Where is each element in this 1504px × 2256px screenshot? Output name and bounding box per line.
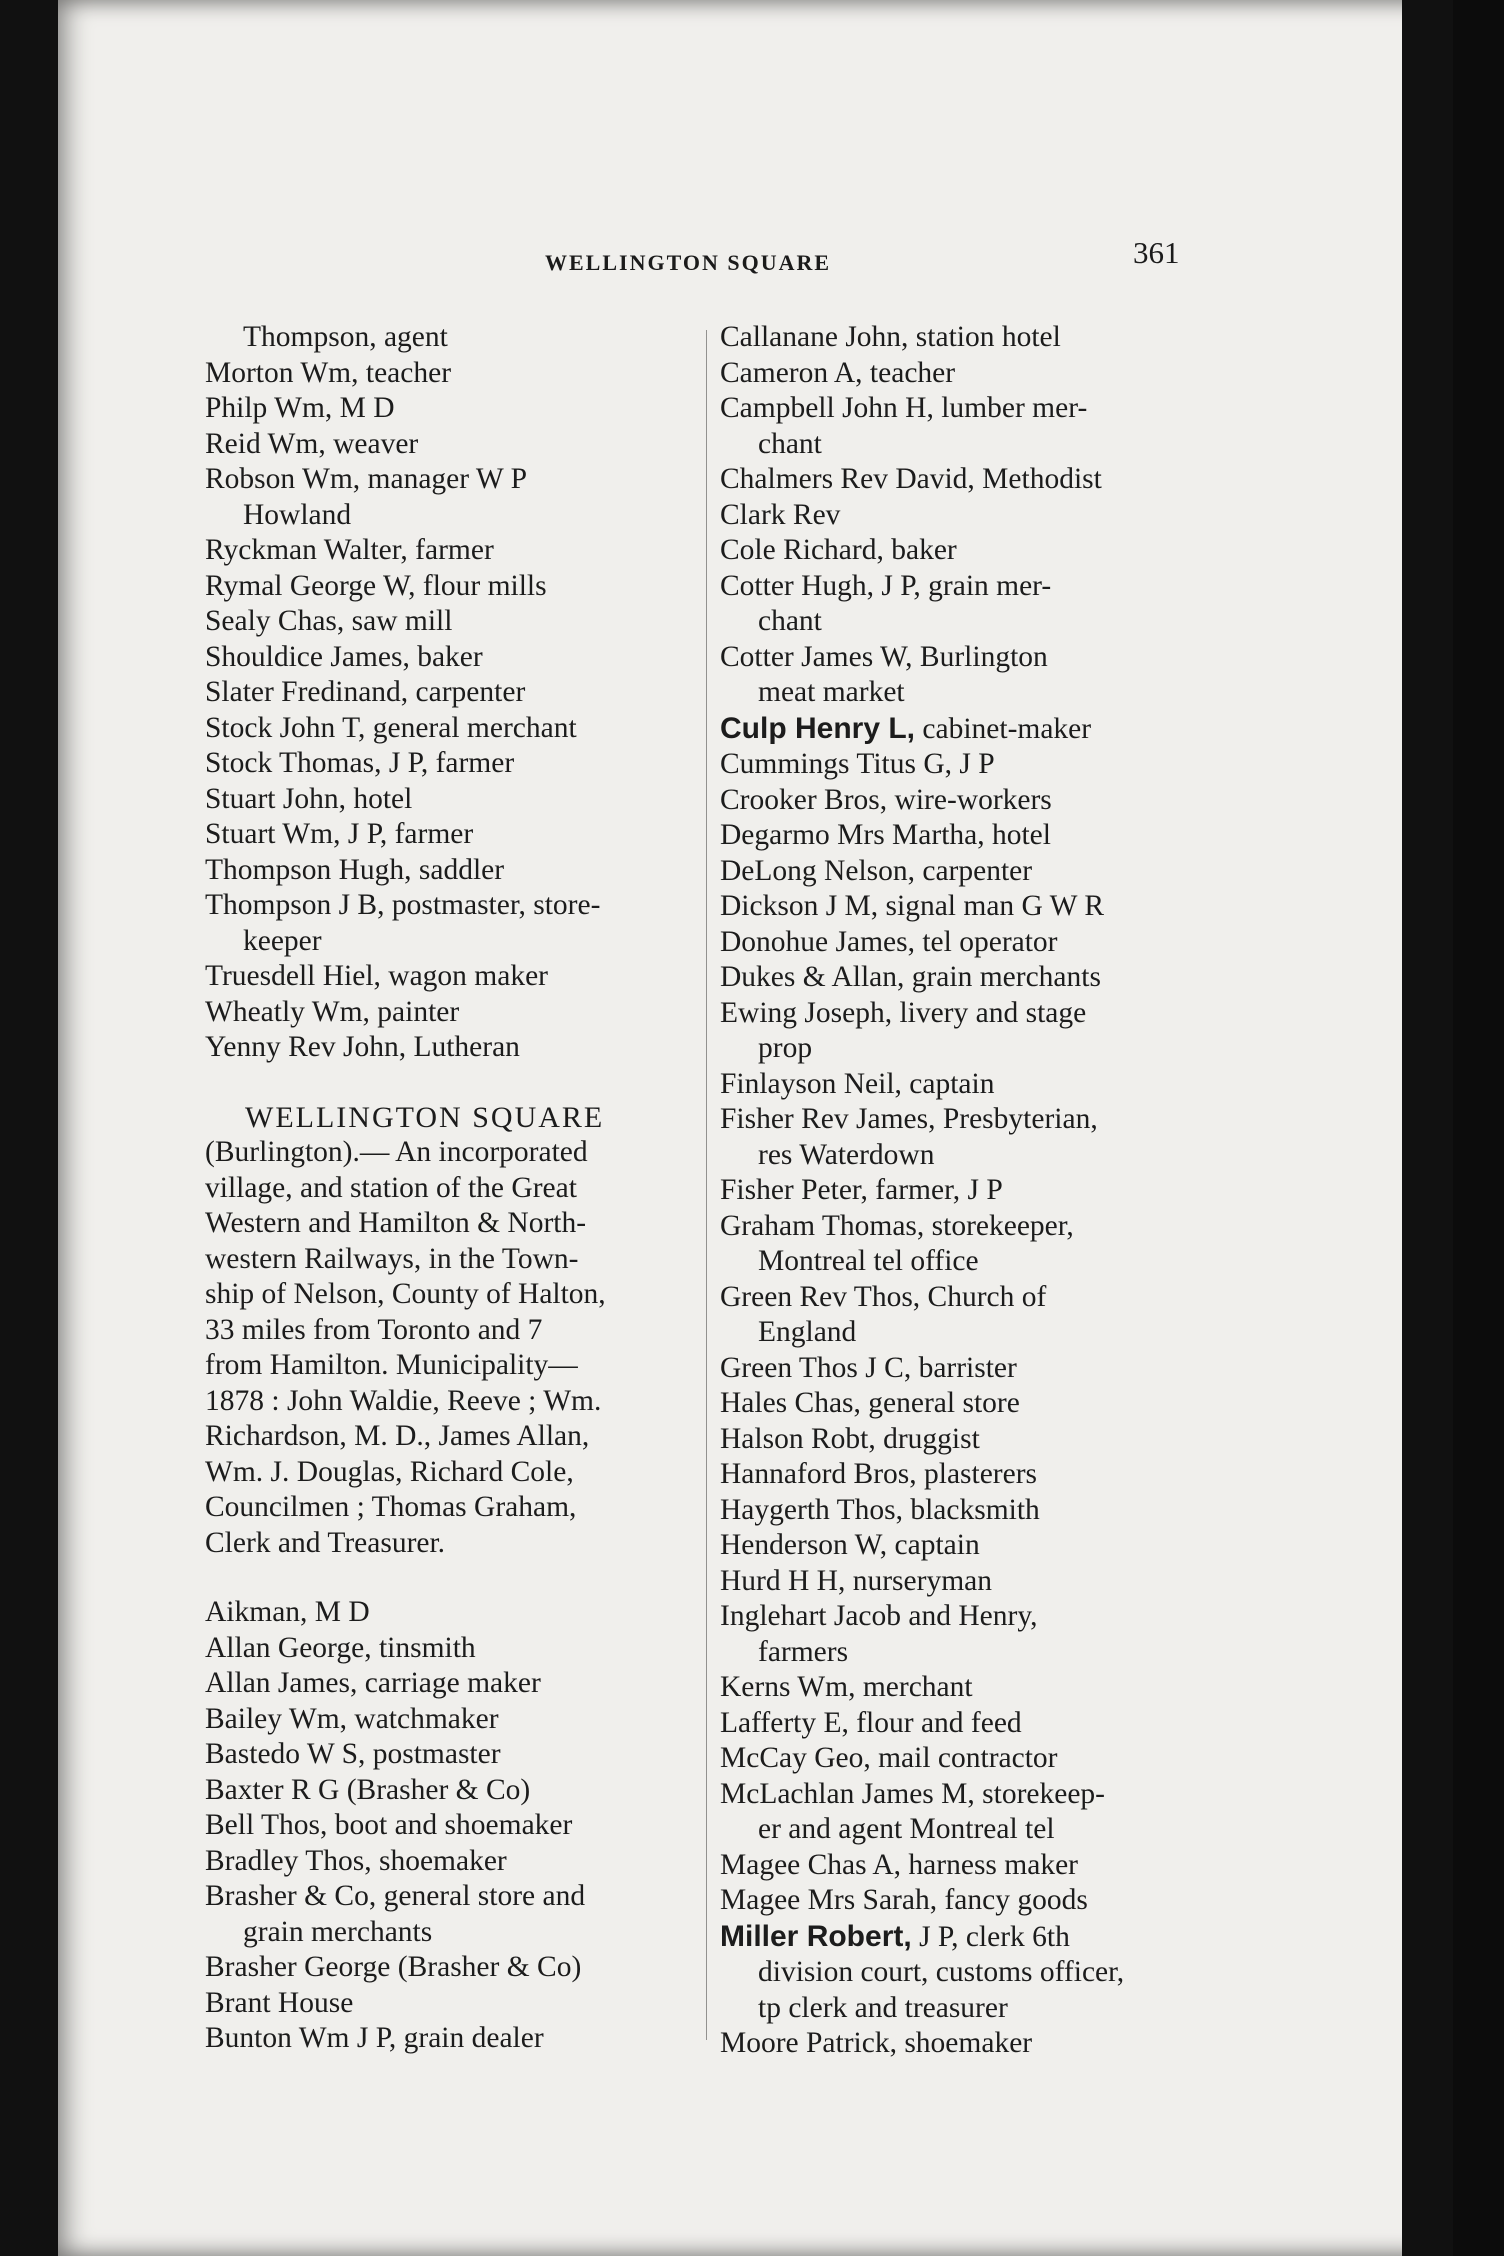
directory-list-top xyxy=(205,320,705,1066)
description-line: Western and Hamilton & North- xyxy=(205,1207,587,1239)
section-gap xyxy=(205,1066,705,1100)
directory-list-bottom xyxy=(205,1595,705,2057)
directory-entry-continuation: res Waterdown xyxy=(758,1138,935,1171)
directory-entry: Donohue James, tel operator xyxy=(720,925,1058,958)
directory-entry: Inglehart Jacob and Henry, xyxy=(720,1600,1038,1632)
directory-entry: Magee Chas A, harness maker xyxy=(720,1848,1078,1881)
directory-entry: Cotter Hugh, J P, grain mer- xyxy=(720,569,1052,602)
description-line: (Burlington).— An incorporated xyxy=(205,1136,588,1168)
directory-entry-continuation: chant xyxy=(758,427,822,460)
directory-entry: Hales Chas, general store xyxy=(720,1387,1020,1419)
directory-entry: Sealy Chas, saw mill xyxy=(205,605,453,637)
directory-entry: Halson Robt, druggist xyxy=(720,1422,980,1455)
directory-entry xyxy=(720,711,1240,748)
column-rule xyxy=(706,330,707,2040)
directory-entry: Bell Thos, boot and shoemaker xyxy=(205,1809,573,1841)
entry-name-bold: Culp Henry L, xyxy=(720,711,916,745)
directory-list-right xyxy=(720,320,1240,2062)
directory-entry: Campbell John H, lumber mer- xyxy=(720,392,1088,424)
directory-entry: Bradley Thos, shoemaker xyxy=(205,1844,507,1877)
directory-entry: Cameron A, teacher xyxy=(720,356,956,389)
directory-entry: DeLong Nelson, carpenter xyxy=(720,854,1033,887)
directory-entry: Cotter James W, Burlington xyxy=(720,640,1048,673)
directory-entry: Callanane John, station hotel xyxy=(720,321,1061,353)
directory-entry: Thompson, agent xyxy=(243,321,448,353)
directory-entry: Dickson J M, signal man G W R xyxy=(720,890,1105,922)
directory-entry: Chalmers Rev David, Methodist xyxy=(720,463,1102,495)
directory-entry: Brasher & Co, general store and xyxy=(205,1880,586,1912)
directory-entry: Baxter R G (Brasher & Co) xyxy=(205,1773,531,1806)
left-column xyxy=(205,320,705,2057)
description-line: Richardson, M. D., James Allan, xyxy=(205,1420,590,1452)
directory-entry: Rymal George W, flour mills xyxy=(205,569,547,602)
description-line: village, and station of the Great xyxy=(205,1171,577,1204)
directory-entry: Bastedo W S, postmaster xyxy=(205,1738,501,1770)
directory-entry: Stock Thomas, J P, farmer xyxy=(205,747,515,779)
description-line: 33 miles from Toronto and 7 xyxy=(205,1313,543,1346)
directory-entry: Shouldice James, baker xyxy=(205,640,483,673)
description-line: Clerk and Treasurer. xyxy=(205,1526,446,1559)
directory-entry: Fisher Peter, farmer, J P xyxy=(720,1174,1003,1206)
directory-entry: Ewing Joseph, livery and stage xyxy=(720,996,1087,1029)
directory-entry: Lafferty E, flour and feed xyxy=(720,1706,1022,1739)
description-line: Wm. J. Douglas, Richard Cole, xyxy=(205,1455,574,1488)
directory-entry: Kerns Wm, merchant xyxy=(720,1671,973,1703)
directory-entry: Haygerth Thos, blacksmith xyxy=(720,1493,1040,1526)
place-heading: WELLINGTON SQUARE xyxy=(245,1100,605,1134)
directory-entry: Reid Wm, weaver xyxy=(205,427,419,460)
directory-entry-continuation: division court, customs officer, xyxy=(758,1956,1125,1988)
directory-entry: Aikman, M D xyxy=(205,1596,370,1628)
entry-text: J P, clerk 6th xyxy=(911,1920,1070,1953)
description-line: western Railways, in the Town- xyxy=(205,1242,579,1275)
place-description xyxy=(205,1135,705,1561)
directory-entry: Yenny Rev John, Lutheran xyxy=(205,1031,520,1063)
directory-entry: Hurd H H, nurseryman xyxy=(720,1564,992,1597)
directory-entry xyxy=(720,1919,1240,1956)
directory-entry-continuation: chant xyxy=(758,605,822,637)
directory-entry-continuation: meat market xyxy=(758,676,905,708)
section-gap xyxy=(205,1561,705,1595)
directory-entry: Graham Thomas, storekeeper, xyxy=(720,1209,1074,1242)
directory-entry: Philp Wm, M D xyxy=(205,392,395,424)
directory-entry: Magee Mrs Sarah, fancy goods xyxy=(720,1884,1088,1916)
directory-entry-continuation: Howland xyxy=(243,498,352,531)
directory-entry: Ryckman Walter, farmer xyxy=(205,534,494,566)
directory-entry: Stuart Wm, J P, farmer xyxy=(205,818,474,850)
directory-entry: Stock John T, general merchant xyxy=(205,711,577,744)
entry-text: cabinet-maker xyxy=(915,712,1092,745)
directory-entry: Robson Wm, manager W P xyxy=(205,463,528,495)
directory-entry: Henderson W, captain xyxy=(720,1529,980,1561)
page-edge-shadow xyxy=(1402,0,1453,2256)
directory-entry-continuation: Montreal tel office xyxy=(758,1245,979,1277)
directory-entry: Bailey Wm, watchmaker xyxy=(205,1702,499,1735)
description-line: from Hamilton. Municipality— xyxy=(205,1349,578,1381)
directory-entry: Wheatly Wm, painter xyxy=(205,995,460,1028)
book-spine-shadow xyxy=(0,0,58,2256)
directory-entry: Brasher George (Brasher & Co) xyxy=(205,1951,582,1983)
entry-name-bold: Miller Robert, xyxy=(720,1919,912,1953)
directory-entry-continuation: tp clerk and treasurer xyxy=(758,1991,1008,2024)
directory-entry: Thompson J B, postmaster, store- xyxy=(205,889,601,921)
description-line: 1878 : John Waldie, Reeve ; Wm. xyxy=(205,1384,602,1417)
directory-entry: Green Thos J C, barrister xyxy=(720,1351,1017,1384)
right-column xyxy=(720,320,1240,2062)
directory-entry-continuation: England xyxy=(758,1316,857,1348)
description-line: ship of Nelson, County of Halton, xyxy=(205,1278,606,1310)
directory-entry: Morton Wm, teacher xyxy=(205,356,452,389)
directory-entry-continuation: grain merchants xyxy=(243,1915,433,1948)
description-line: Councilmen ; Thomas Graham, xyxy=(205,1491,577,1523)
directory-entry: Bunton Wm J P, grain dealer xyxy=(205,2022,544,2054)
running-title: WELLINGTON SQUARE xyxy=(545,250,832,275)
page-number: 361 xyxy=(1133,235,1180,270)
directory-entry: Stuart John, hotel xyxy=(205,782,413,815)
directory-entry: Degarmo Mrs Martha, hotel xyxy=(720,819,1051,851)
directory-entry: Slater Fredinand, carpenter xyxy=(205,676,526,708)
directory-entry-continuation: er and agent Montreal tel xyxy=(758,1813,1055,1845)
directory-entry: Finlayson Neil, captain xyxy=(720,1067,995,1100)
directory-entry: Dukes & Allan, grain merchants xyxy=(720,961,1101,993)
directory-entry: Allan George, tinsmith xyxy=(205,1631,476,1664)
directory-entry: Thompson Hugh, saddler xyxy=(205,853,505,886)
directory-entry: Moore Patrick, shoemaker xyxy=(720,2027,1033,2059)
directory-entry: Allan James, carriage maker xyxy=(205,1667,541,1699)
directory-entry-continuation: keeper xyxy=(243,924,322,957)
directory-entry: Cole Richard, baker xyxy=(720,534,957,566)
directory-entry: Green Rev Thos, Church of xyxy=(720,1280,1047,1313)
directory-entry: McCay Geo, mail contractor xyxy=(720,1742,1058,1774)
directory-entry: Cummings Titus G, J P xyxy=(720,748,995,780)
directory-entry: McLachlan James M, storekeep- xyxy=(720,1777,1105,1810)
directory-entry: Clark Rev xyxy=(720,498,841,531)
directory-entry: Brant House xyxy=(205,1986,354,2019)
directory-entry: Fisher Rev James, Presbyterian, xyxy=(720,1103,1098,1135)
directory-entry: Hannaford Bros, plasterers xyxy=(720,1458,1038,1490)
directory-entry: Truesdell Hiel, wagon maker xyxy=(205,960,549,992)
directory-entry-continuation: farmers xyxy=(758,1635,849,1668)
directory-entry-continuation: prop xyxy=(758,1032,813,1064)
directory-entry: Crooker Bros, wire-workers xyxy=(720,783,1052,816)
